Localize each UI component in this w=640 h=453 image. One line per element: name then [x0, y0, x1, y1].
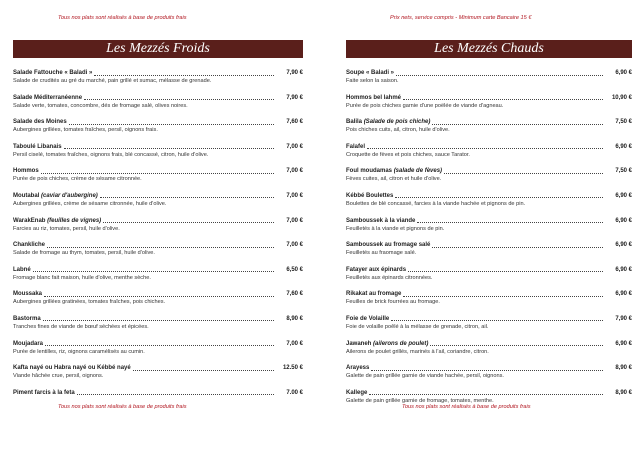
menu-item-name-text: Kallege: [346, 389, 368, 396]
dot-leader: [408, 271, 603, 272]
menu-item-subtitle: (salade de fèves): [393, 168, 443, 175]
menu-item-price: 10,90 €: [611, 94, 632, 101]
dot-leader: [367, 148, 603, 149]
menu-item-description: Aubergines grillées gratinées, tomates fraîches, pois chiches.: [13, 299, 166, 306]
menu-item: [13, 217, 303, 242]
menu-item-name-text: Salade Méditerranéenne: [13, 94, 83, 101]
menu-item-description: Feuilletés à la viande et pignons de pin.: [346, 225, 445, 232]
menu-item: [13, 389, 303, 403]
menu-item: [346, 94, 632, 119]
menu-item-description: Salade de fromage au thym, tomates, persil, huile d'olive.: [13, 250, 155, 257]
menu-item: [346, 389, 632, 403]
menu-item-price: 7,00 €: [286, 242, 303, 249]
menu-item: [13, 315, 303, 340]
hot-mezze-list: [346, 69, 632, 403]
menu-item-price: 6,90 €: [615, 192, 632, 199]
menu-item-row: [346, 241, 632, 249]
dot-leader: [100, 197, 274, 198]
bottom-right-note: Tous nos plats sont réalisés à base de produits frais: [402, 404, 531, 410]
menu-item-subtitle: (ailerons de poulet): [373, 340, 429, 347]
menu-item-name-text: Salade des Moines: [13, 119, 67, 126]
menu-item-row: [13, 69, 303, 77]
menu-item-row: [346, 143, 632, 151]
menu-item-name-text: Kébbé Boulettes: [346, 192, 394, 199]
menu-item-row: [346, 118, 632, 126]
menu-item-price: 7,60 €: [286, 119, 303, 126]
menu-item-row: [13, 217, 303, 225]
dot-leader: [369, 394, 603, 395]
dot-leader: [444, 173, 603, 174]
menu-item-price: 7,90 €: [286, 94, 303, 101]
menu-item-description: Galette de pain grillée garnie de fromage, tomates, menthe.: [346, 397, 494, 404]
dot-leader: [64, 148, 274, 149]
menu-item-description: Purée de pois chiches garnie d'une poëlée de viande d'agneau.: [346, 102, 504, 109]
menu-item-price: 7,00 €: [286, 168, 303, 175]
menu-item-description: Purée de lentilles, riz, oignons caramélisés au cumin.: [13, 348, 145, 355]
menu-item-name-text: Samboussek à la viande: [346, 217, 416, 224]
menu-item-name: [13, 340, 43, 348]
menu-item-row: [13, 340, 303, 348]
menu-item-row: [13, 241, 303, 249]
dot-leader: [403, 99, 603, 100]
menu-item-description: Galette de pain grillée garnie de viande hachée, persil, oignons.: [346, 373, 504, 380]
menu-item-price: 7,60 €: [286, 291, 303, 298]
menu-item-price: 6,50 €: [286, 266, 303, 273]
menu-item: [346, 69, 632, 94]
menu-item-description: Aubergines grillées, tomates fraîches, persil, oignons frais.: [13, 127, 158, 134]
menu-item-name-text: Balila: [346, 119, 363, 126]
menu-item: [346, 217, 632, 242]
dot-leader: [77, 394, 274, 395]
menu-item-name: [346, 266, 406, 274]
menu-item-name: [346, 167, 442, 175]
menu-item-name-text: WarakEnab: [13, 217, 46, 224]
menu-item-description: Fromage blanc fait maison, huile d'olive, menthe sèche.: [13, 274, 151, 281]
menu-item-description: Faite selon la saison.: [346, 78, 399, 84]
menu-item: [346, 143, 632, 168]
menu-item-name: [13, 290, 42, 298]
menu-item-name: [346, 118, 430, 126]
menu-item-description: Salade verte, tomates, concombre, dés de fromage salé, olives noires.: [13, 102, 188, 109]
menu-item-description: Pois chiches cuits, ail, citron, huile d'olive.: [346, 127, 450, 134]
menu-item: [13, 167, 303, 192]
menu-item-name: [13, 94, 82, 102]
menu-item: [346, 315, 632, 340]
menu-item-price: 7,00 €: [286, 192, 303, 199]
menu-item-row: [13, 94, 303, 102]
menu-item-price: 8,90 €: [615, 389, 632, 396]
menu-item-row: [346, 389, 632, 397]
dot-leader: [371, 370, 603, 371]
menu-item-price: 8,90 €: [286, 315, 303, 322]
hot-mezze-column: [346, 40, 632, 403]
menu-item-name-text: Kafta nayé ou Habra nayé ou Kébbé nayé: [13, 365, 131, 372]
menu-item: [13, 340, 303, 365]
menu-item-price: 7,50 €: [615, 119, 632, 126]
menu-item-name-text: Rikakat au fromage: [346, 291, 402, 298]
menu-item: [346, 340, 632, 365]
menu-item-description: Boulettes de blé concassé, farcies à la viande hachée et pignons de pin.: [346, 200, 526, 207]
menu-item-price: 7.00 €: [286, 389, 303, 396]
menu-item-name-text: Piment farcis à la feta: [13, 389, 75, 396]
menu-item-description: Fèves cuites, ail, citron et huile d'olive.: [346, 176, 442, 183]
menu-item: [13, 266, 303, 291]
menu-item: [13, 94, 303, 119]
dot-leader: [33, 271, 274, 272]
menu-item-row: [346, 290, 632, 298]
menu-item-name: [346, 94, 401, 102]
menu-item-row: [13, 315, 303, 323]
menu-item-price: 7,00 €: [286, 217, 303, 224]
menu-item-row: [346, 192, 632, 200]
menu-item-name-text: Hommos bel lahmé: [346, 94, 402, 101]
dot-leader: [44, 296, 274, 297]
menu-item: [346, 364, 632, 389]
menu-item-row: [346, 167, 632, 175]
menu-item: [13, 69, 303, 94]
menu-item-name: [13, 118, 67, 126]
menu-item-name: [346, 69, 394, 77]
menu-item-description: Feuilletés aux épinards citronnées.: [346, 274, 433, 281]
menu-item-name: [346, 340, 428, 348]
menu-item-row: [13, 143, 303, 151]
menu-item-description: Purée de pois chiches, crème de sésame citronnée.: [13, 176, 142, 183]
menu-item-description: Viande hâchée crue, persil, oignons.: [13, 373, 104, 380]
dot-leader: [396, 75, 603, 76]
dot-leader: [41, 173, 274, 174]
menu-item-description: Tranches fines de viande de bœuf séchées et épicées.: [13, 323, 149, 330]
menu-item-name-text: Arayess: [346, 365, 370, 372]
menu-item-name-text: Moujadara: [13, 340, 44, 347]
menu-item-name-text: Taboulé Libanais: [13, 143, 62, 150]
menu-item-description: Persil ciselé, tomates fraîches, oignons frais, blé concassé, citron, huile d'olive.: [13, 151, 209, 158]
menu-item-description: Farcies au riz, tomates, persil, huile d'olive.: [13, 225, 120, 232]
dot-leader: [84, 99, 274, 100]
menu-item: [13, 290, 303, 315]
menu-item-description: Salade de crudités au gré du marché, pain grillé et sumac, mélasse de grenade.: [13, 78, 212, 84]
menu-item: [346, 266, 632, 291]
menu-item-price: 12.50 €: [282, 365, 303, 372]
menu-item-name: [346, 217, 415, 225]
menu-item: [346, 118, 632, 143]
dot-leader: [103, 222, 274, 223]
menu-item-row: [13, 364, 303, 372]
menu-item-subtitle: (Salade de pois chiche): [363, 119, 431, 126]
cold-mezze-title: Les Mezzés Froids: [13, 40, 303, 58]
menu-item-name: [13, 69, 92, 77]
menu-item-name-text: Soupe « Baladi »: [346, 70, 395, 76]
menu-item-description: Croquette de fèves et pois chiches, sauce Tarator.: [346, 151, 470, 158]
dot-leader: [45, 345, 274, 346]
menu-item-name: [13, 389, 75, 397]
menu-item-name: [13, 192, 98, 200]
menu-item-description: Feuilletés au fraomage salé.: [346, 250, 417, 257]
menu-item-name-text: Falafel: [346, 143, 366, 150]
menu-item-row: [346, 340, 632, 348]
menu-item: [13, 143, 303, 168]
menu-item-name-text: Salade Fattouche « Baladi »: [13, 70, 93, 76]
menu-item-name: [346, 192, 393, 200]
menu-item-row: [346, 315, 632, 323]
menu-item-name: [346, 290, 401, 298]
menu-item-name: [346, 143, 365, 151]
menu-item-price: 6,90 €: [615, 242, 632, 249]
menu-item-price: 7,00 €: [286, 143, 303, 150]
menu-item: [346, 290, 632, 315]
menu-item-row: [346, 217, 632, 225]
menu-item-row: [13, 290, 303, 298]
menu-item-row: [13, 192, 303, 200]
menu-item: [13, 364, 303, 389]
menu-item-name-text: Moutabal: [13, 192, 40, 199]
menu-item: [346, 192, 632, 217]
menu-item-name: [13, 241, 45, 249]
menu-item-name-text: Labné: [13, 266, 31, 273]
menu-item-row: [346, 69, 632, 77]
menu-item-name-text: Samboussek au fromage salé: [346, 242, 431, 249]
menu-item-name-text: Fatayer aux épinards: [346, 266, 407, 273]
top-left-note: Tous nos plats sont réalisés à base de produits frais: [58, 15, 187, 21]
menu-item: [346, 241, 632, 266]
dot-leader: [430, 345, 603, 346]
dot-leader: [417, 222, 603, 223]
menu-item-subtitle: (caviar d'aubergine): [41, 192, 98, 199]
menu-item-price: 7,50 €: [615, 168, 632, 175]
menu-item-row: [13, 118, 303, 126]
menu-item-description: Ailerons de poulet grillés, marinés à l'ail, coriandre, citron.: [346, 348, 489, 355]
cold-mezze-column: [13, 40, 303, 403]
menu-item-row: [13, 167, 303, 175]
menu-item-price: 6,90 €: [615, 143, 632, 150]
menu-item-price: 6,90 €: [615, 70, 632, 76]
dot-leader: [391, 320, 603, 321]
dot-leader: [69, 124, 274, 125]
dot-leader: [395, 197, 603, 198]
menu-item-price: 8,90 €: [615, 365, 632, 372]
menu-item-name: [13, 266, 31, 274]
cold-mezze-list: [13, 69, 303, 403]
menu-item-description: Aubergines grillées, crème de sésame citronnée, huile d'olive.: [13, 200, 167, 207]
top-right-note: Prix nets, service compris - Minimum carte Bancaire 15 €: [390, 15, 532, 21]
menu-item: [13, 118, 303, 143]
menu-item-price: 6,90 €: [615, 217, 632, 224]
menu-item: [13, 192, 303, 217]
menu-item-description: Feuilles de brick fourrées au fromage.: [346, 299, 440, 306]
menu-item-row: [13, 266, 303, 274]
dot-leader: [432, 124, 603, 125]
menu-item-price: 7,90 €: [615, 315, 632, 322]
bottom-left-note: Tous nos plats sont réalisés à base de produits frais: [58, 404, 187, 410]
menu-item: [13, 241, 303, 266]
menu-item-name-text: Moussaka: [13, 291, 43, 298]
menu-item: [346, 167, 632, 192]
menu-item-name-text: Foie de Volaille: [346, 315, 390, 322]
menu-item-name: [346, 241, 430, 249]
menu-item-row: [346, 266, 632, 274]
menu-item-name: [13, 143, 62, 151]
dot-leader: [403, 296, 603, 297]
menu-item-row: [13, 389, 303, 397]
menu-item-name: [13, 167, 39, 175]
menu-item-row: [346, 364, 632, 372]
menu-item-price: 7,90 €: [286, 70, 303, 76]
menu-item-description: Foie de volaille poêlé à la mélasse de grenade, citron, ail.: [346, 323, 489, 330]
menu-item-price: 7,00 €: [286, 340, 303, 347]
dot-leader: [133, 370, 274, 371]
dot-leader: [43, 320, 274, 321]
menu-item-name: [13, 217, 101, 225]
menu-item-name: [346, 364, 369, 372]
menu-item-name: [346, 315, 389, 323]
menu-item-name-text: Foul moudamas: [346, 168, 393, 175]
menu-item-name: [13, 364, 131, 372]
dot-leader: [47, 247, 274, 248]
menu-item-row: [346, 94, 632, 102]
menu-item-name: [13, 315, 41, 323]
menu-item-subtitle: (feuilles de vignes): [47, 217, 102, 224]
menu-item-price: 6,90 €: [615, 340, 632, 347]
menu-item-name-text: Jawaneh: [346, 340, 372, 347]
menu-item-name-text: Chankliche: [13, 242, 46, 249]
dot-leader: [94, 75, 274, 76]
menu-item-price: 6,90 €: [615, 266, 632, 273]
menu-item-name: [346, 389, 367, 397]
menu-item-name-text: Hommos: [13, 168, 39, 175]
menu-item-price: 6,90 €: [615, 291, 632, 298]
hot-mezze-title: Les Mezzés Chauds: [346, 40, 632, 58]
menu-item-name-text: Bastorma: [13, 315, 41, 322]
dot-leader: [432, 247, 603, 248]
